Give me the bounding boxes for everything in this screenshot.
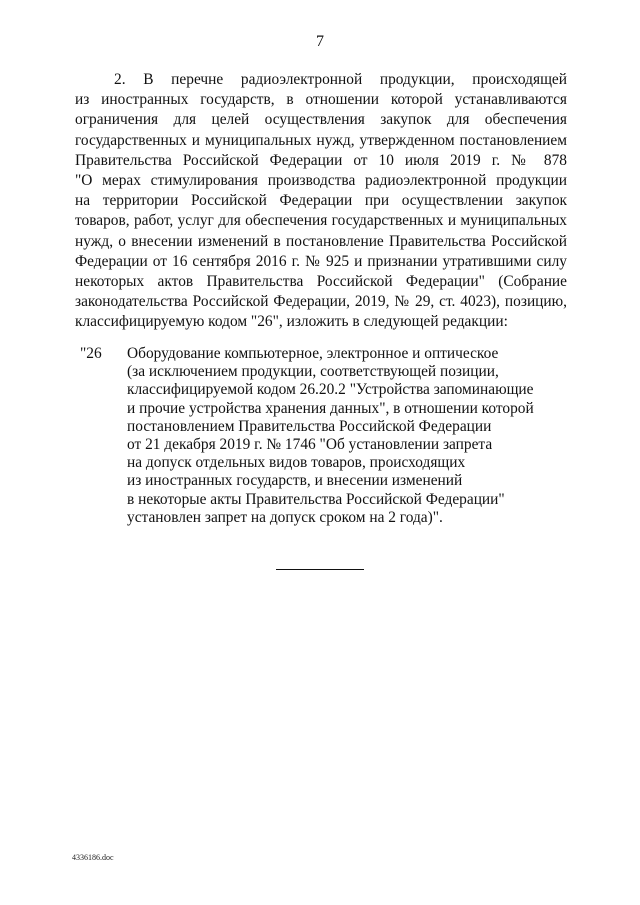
entry-line: и прочие устройства хранения данных", в отношении которой <box>127 399 534 417</box>
paragraph-line: из иностранных государств, в отношении которой устанавливаются <box>75 91 567 109</box>
amendment-paragraph <box>75 70 567 332</box>
entry-line: постановлением Правительства Российской Федерации <box>127 417 492 435</box>
paragraph-line: "О мерах стимулирования производства радиоэлектронной продукции <box>75 171 567 189</box>
paragraph-line: Федерации от 16 сентября 2016 г. № 925 и признании утратившими силу <box>75 252 567 270</box>
entry-line: от 21 декабря 2019 г. № 1746 "Об установлении запрета <box>127 435 493 453</box>
paragraph-line: товаров, работ, услуг для обеспечения государственных и муниципальных <box>75 212 567 230</box>
paragraph-line: некоторых актов Правительства Российской Федерации" (Собрание <box>75 272 567 290</box>
entry-line: классифицируемой кодом 26.20.2 "Устройства запоминающие <box>127 381 534 399</box>
entry-line: в некоторые акты Правительства Российской Федерации" <box>127 490 505 508</box>
entry-line: на допуск отдельных видов товаров, происходящих <box>127 454 466 472</box>
page-number: 7 <box>316 33 324 50</box>
paragraph-line: Правительства Российской Федерации от 10 июля 2019 г. № 878 <box>75 151 567 169</box>
entry-line: из иностранных государств, и внесении изменений <box>127 472 463 490</box>
separator-line <box>276 569 364 570</box>
entry-line: установлен запрет на допуск сроком на 2 года)". <box>127 508 443 526</box>
paragraph-line: классифицируемую кодом "26", изложить в следующей редакции: <box>75 313 508 331</box>
paragraph-line: на территории Российской Федерации при осуществлении закупок <box>75 192 567 210</box>
paragraph-line: нужд, о внесении изменений в постановление Правительства Российской <box>75 232 567 250</box>
entry-code: "26 <box>80 345 102 362</box>
paragraph-line: законодательства Российской Федерации, 2019, № 29, ст. 4023), позицию, <box>75 293 567 311</box>
paragraph-line: 2. В перечне радиоэлектронной продукции, происходящей <box>114 71 567 88</box>
entry-line: Оборудование компьютерное, электронное и оптическое <box>127 345 499 362</box>
paragraph-line: государственных и муниципальных нужд, утвержденном постановлением <box>75 131 567 149</box>
paragraph-line: ограничения для целей осуществления закупок для обеспечения <box>75 111 567 129</box>
entry-description <box>127 345 534 527</box>
document-id: 4336186.doc <box>72 853 114 862</box>
entry-line: (за исключением продукции, соответствующей позиции, <box>127 363 499 381</box>
